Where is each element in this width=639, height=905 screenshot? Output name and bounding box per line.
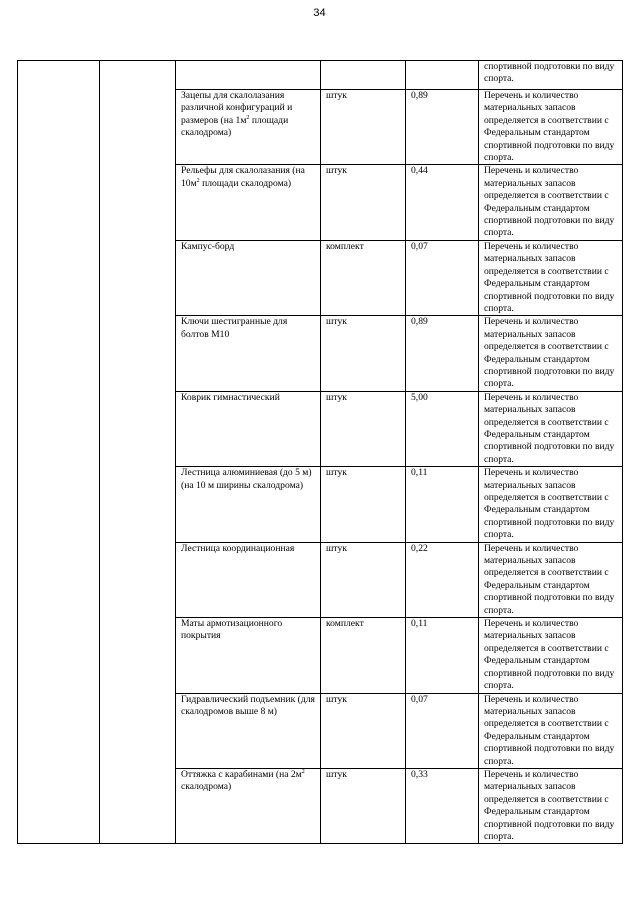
name-cell bbox=[176, 467, 321, 542]
equipment-table bbox=[17, 60, 623, 844]
note-cell: Перечень и количество материальных запасов определяется в соответствии с Федеральным стандартом спортивной подготовки по виду спорта. bbox=[479, 618, 623, 693]
note-cell: Перечень и количество материальных запасов определяется в соответствии с Федеральным стандартом спортивной подготовки по виду спорта. bbox=[479, 240, 623, 315]
superscript: 2 bbox=[196, 177, 200, 184]
quantity-cell: 0,89 bbox=[406, 316, 479, 391]
quantity-cell: 0,07 bbox=[406, 693, 479, 768]
item-name: Рельефы для скалолазания (на 10м bbox=[181, 165, 305, 189]
name-cell bbox=[176, 61, 321, 90]
quantity-cell: 0,11 bbox=[406, 467, 479, 542]
unit-cell: штук bbox=[321, 391, 406, 466]
item-name-tail: скалодрома) bbox=[181, 781, 232, 793]
note-cell: Перечень и количество материальных запасов определяется в соответствии с Федеральным стандартом спортивной подготовки по виду спорта. bbox=[479, 693, 623, 768]
superscript: 2 bbox=[301, 768, 305, 775]
unit-cell: штук bbox=[321, 542, 406, 617]
item-name-tail: площади скалодрома) bbox=[181, 114, 289, 139]
superscript: 2 bbox=[246, 114, 250, 121]
quantity-cell: 0,07 bbox=[406, 240, 479, 315]
quantity-cell: 0,22 bbox=[406, 542, 479, 617]
table-row-continuation bbox=[18, 61, 623, 90]
empty-cell-col2 bbox=[100, 61, 176, 844]
unit-cell: комплект bbox=[321, 240, 406, 315]
note-cell bbox=[479, 61, 623, 90]
item-name: Кампус-борд bbox=[181, 240, 235, 252]
name-cell bbox=[176, 165, 321, 240]
unit-cell: комплект bbox=[321, 618, 406, 693]
item-name: Гидравлический подъемник (для скалодромов выше 8 м) bbox=[181, 693, 315, 717]
note-cell: Перечень и количество материальных запасов определяется в соответствии с Федеральным стандартом спортивной подготовки по виду спорта. bbox=[479, 768, 623, 843]
name-cell bbox=[176, 90, 321, 165]
unit-cell: штук bbox=[321, 768, 406, 843]
note-cell: Перечень и количество материальных запасов определяется в соответствии с Федеральным стандартом спортивной подготовки по виду спорта. bbox=[479, 542, 623, 617]
item-name-tail: площади скалодрома) bbox=[199, 177, 292, 189]
item-name: Оттяжка с карабинами (на 2м bbox=[181, 768, 302, 780]
note-text: спортивной подготовки по виду спорта. bbox=[484, 61, 615, 85]
unit-cell: штук bbox=[321, 165, 406, 240]
item-name: Ключи шестигранные для болтов М10 bbox=[181, 316, 288, 340]
unit-cell: штук bbox=[321, 693, 406, 768]
quantity-cell: 0,89 bbox=[406, 90, 479, 165]
name-cell bbox=[176, 693, 321, 768]
quantity-cell: 5,00 bbox=[406, 391, 479, 466]
unit-cell: штук bbox=[321, 316, 406, 391]
page-number: 34 bbox=[313, 7, 326, 19]
unit-cell: штук bbox=[321, 90, 406, 165]
name-cell bbox=[176, 240, 321, 315]
name-cell bbox=[176, 768, 321, 843]
quantity-cell: 0,33 bbox=[406, 768, 479, 843]
note-cell: Перечень и количество материальных запасов определяется в соответствии с Федеральным стандартом спортивной подготовки по виду спорта. bbox=[479, 90, 623, 165]
note-cell: Перечень и количество материальных запасов определяется в соответствии с Федеральным стандартом спортивной подготовки по виду спорта. bbox=[479, 467, 623, 542]
item-name: Зацепы для скалолазания различной конфигураций и размеров (на 1м bbox=[181, 90, 293, 126]
note-cell: Перечень и количество материальных запасов определяется в соответствии с Федеральным стандартом спортивной подготовки по виду спорта. bbox=[479, 316, 623, 391]
note-cell: Перечень и количество материальных запасов определяется в соответствии с Федеральным стандартом спортивной подготовки по виду спорта. bbox=[479, 165, 623, 240]
quantity-cell bbox=[406, 61, 479, 90]
item-name: Лестница координационная bbox=[181, 542, 295, 554]
note-cell: Перечень и количество материальных запасов определяется в соответствии с Федеральным стандартом спортивной подготовки по виду спорта. bbox=[479, 391, 623, 466]
quantity-cell: 0,11 bbox=[406, 618, 479, 693]
item-name: Маты армотизационного покрытия bbox=[181, 618, 283, 642]
name-cell bbox=[176, 316, 321, 391]
unit-cell bbox=[321, 61, 406, 90]
item-name: Коврик гимнастический bbox=[181, 391, 280, 403]
unit-cell: штук bbox=[321, 467, 406, 542]
name-cell bbox=[176, 542, 321, 617]
name-cell bbox=[176, 618, 321, 693]
name-cell bbox=[176, 391, 321, 466]
quantity-cell: 0,44 bbox=[406, 165, 479, 240]
item-name: Лестница алюминиевая (до 5 м) (на 10 м ширины скалодрома) bbox=[181, 467, 312, 491]
empty-cell-col1 bbox=[18, 61, 100, 844]
